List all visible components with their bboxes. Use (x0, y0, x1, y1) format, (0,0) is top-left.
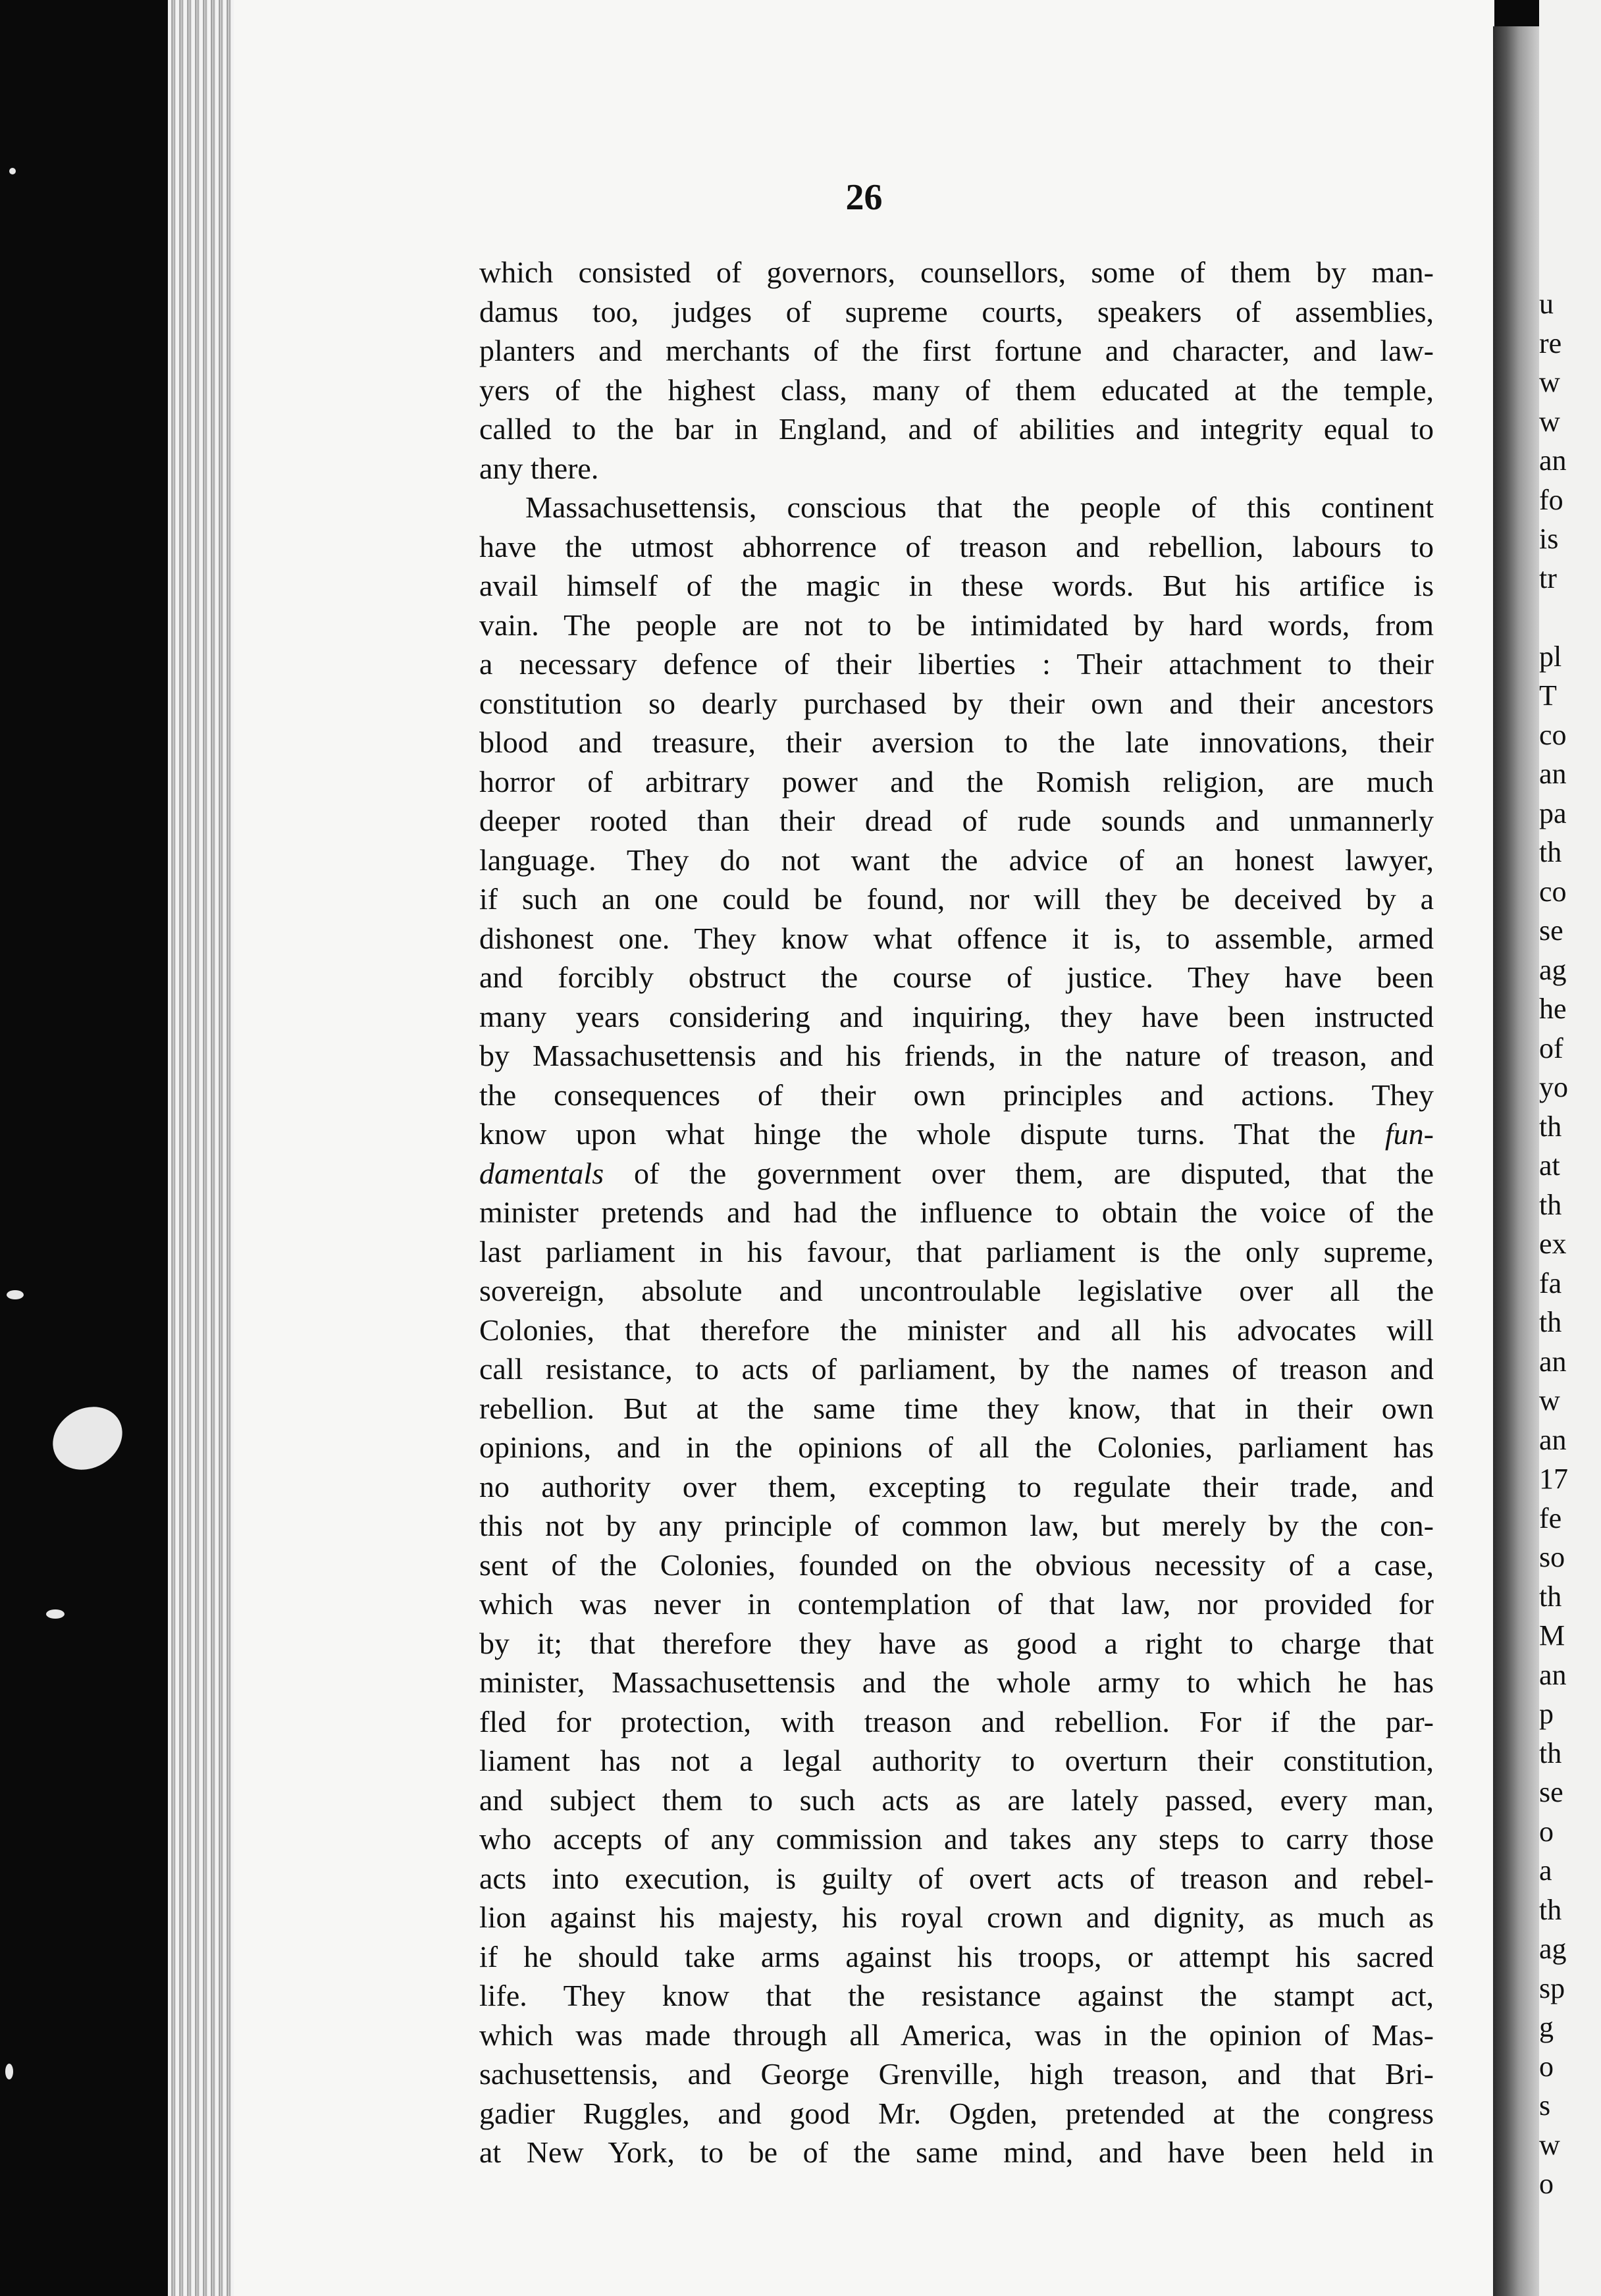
margin-speck (46, 1609, 65, 1619)
text-line (479, 1232, 1434, 1272)
margin-speck (5, 2064, 13, 2079)
text-line-content: Massachusettensis, conscious that the people of this continent (525, 490, 1434, 524)
text-line-content: call resistance, to acts of parliament, by the names of treason and (479, 1352, 1434, 1386)
text-line-content: vain. The people are not to be intimidated by hard words, from (479, 608, 1434, 642)
text-line (479, 409, 1434, 449)
text-line-content: this not by any principle of common law, but merely by the con- (479, 1509, 1434, 1542)
text-line (479, 253, 1434, 292)
text-line (479, 2133, 1434, 2172)
facing-page-fragment: th (1539, 1736, 1562, 1769)
text-line (479, 1624, 1434, 1663)
facing-page-fragment: th (1539, 1580, 1562, 1613)
facing-page-fragment: an (1539, 758, 1567, 790)
facing-page-fragment: fo (1539, 483, 1563, 516)
facing-page-fragment: re (1539, 326, 1562, 359)
text-line-content: if he should take arms against his troops, or attempt his sacred (479, 1939, 1434, 1973)
text-line-content: sovereign, absolute and uncontroulable legislative over all the (479, 1274, 1434, 1307)
text-line (479, 331, 1434, 371)
text-line-content: avail himself of the magic in these words. But his artifice is (479, 569, 1434, 602)
body-text (479, 253, 1434, 2172)
text-line-content: many years considering and inquiring, they have been instructed (479, 999, 1434, 1033)
text-line-content: at New York, to be of the same mind, and have been held in (479, 2135, 1434, 2169)
text-line (479, 1663, 1434, 1702)
facing-page-fragment: T (1539, 679, 1557, 712)
text-line (479, 1271, 1434, 1311)
page-number: 26 (845, 177, 883, 218)
facing-page-fragment: p (1539, 1698, 1554, 1730)
text-line (479, 1467, 1434, 1507)
text-line (479, 1584, 1434, 1624)
facing-page-fragment: w (1539, 405, 1560, 438)
text-line (479, 958, 1434, 997)
text-line-content: yers of the highest class, many of them educated at the temple, (479, 373, 1434, 407)
text-line-content: rebellion. But at the same time they know, that in their own (479, 1391, 1434, 1425)
facing-page-fragment: tr (1539, 561, 1557, 594)
facing-page-fragment: th (1539, 1893, 1562, 1926)
facing-page-fragment: th (1539, 836, 1562, 868)
text-line-content: minister, Massachusettensis and the whole army to which he has (479, 1665, 1434, 1699)
text-line-content: deeper rooted than their dread of rude sounds and unmannerly (479, 804, 1434, 837)
text-line-content: by it; that therefore they have as good a right to charge that (479, 1626, 1434, 1660)
facing-page-fragment: s (1539, 2089, 1551, 2122)
margin-speck (7, 1290, 24, 1299)
text-line (479, 1546, 1434, 1585)
text-line (479, 684, 1434, 723)
text-line-content: liament has not a legal authority to overturn their constitution, (479, 1744, 1434, 1777)
text-line (479, 723, 1434, 762)
facing-page-fragment: se (1539, 1776, 1563, 1808)
text-line (479, 606, 1434, 645)
facing-page-fragment: fe (1539, 1501, 1562, 1534)
facing-page-fragment: pl (1539, 640, 1562, 673)
text-line (479, 997, 1434, 1037)
text-line (479, 449, 1434, 488)
text-line (479, 2094, 1434, 2133)
facing-page-fragment: yo (1539, 1071, 1568, 1103)
text-line-content: gadier Ruggles, and good Mr. Ogden, pretended at the congress (479, 2096, 1434, 2130)
facing-page-fragment: an (1539, 1658, 1567, 1691)
text-line (479, 841, 1434, 880)
facing-page-fragment: an (1539, 1423, 1567, 1456)
text-line (479, 371, 1434, 410)
facing-page-fragment: th (1539, 1188, 1562, 1221)
facing-page-fragment: o (1539, 2168, 1554, 2200)
text-line (479, 1859, 1434, 1898)
text-line (479, 1154, 1434, 1193)
text-line-content: sent of the Colonies, founded on the obvious necessity of a case, (479, 1548, 1434, 1582)
text-line (479, 566, 1434, 606)
text-line (479, 2054, 1434, 2094)
facing-page-fragment: w (1539, 1384, 1560, 1417)
text-line (479, 1937, 1434, 1977)
text-line (479, 1389, 1434, 1428)
text-line (479, 1311, 1434, 1350)
facing-page-fragment: ag (1539, 953, 1567, 986)
text-line-content: acts into execution, is guilty of overt acts of treason and rebel- (479, 1861, 1434, 1895)
text-line-content: blood and treasure, their aversion to the late innovations, their (479, 725, 1434, 759)
italic-word: fun- (1384, 1117, 1434, 1151)
facing-page-fragment: se (1539, 914, 1563, 947)
text-line-content: Colonies, that therefore the minister and all his advocates will (479, 1313, 1434, 1347)
facing-page-fragment: th (1539, 1306, 1562, 1338)
facing-page-fragment: g (1539, 2011, 1554, 2043)
facing-page-fragment: o (1539, 2050, 1554, 2083)
left-page-edges (168, 0, 240, 2296)
facing-page-fragment: 17 (1539, 1463, 1568, 1495)
text-line-content: no authority over them, excepting to regulate their trade, and (479, 1469, 1434, 1503)
facing-page-fragment: w (1539, 2128, 1560, 2161)
italic-word: damentals (479, 1156, 604, 1190)
facing-page-fragment: u (1539, 288, 1554, 320)
text-line-content: a necessary defence of their liberties : Their attachment to their (479, 647, 1434, 681)
text-line (479, 1741, 1434, 1781)
margin-speck (41, 1395, 134, 1482)
facing-page-fragment: o (1539, 1815, 1554, 1848)
facing-page-fragment: an (1539, 444, 1567, 477)
text-line (479, 488, 1434, 527)
text-line-content: planters and merchants of the first fortune and character, and law- (479, 334, 1434, 367)
text-line-content: and forcibly obstruct the course of justice. They have been (479, 960, 1434, 994)
facing-page-fragment: co (1539, 718, 1567, 751)
text-line (479, 1781, 1434, 1820)
text-line (479, 1076, 1434, 1115)
text-line (479, 292, 1434, 332)
text-line (479, 1114, 1434, 1154)
text-line-content: know upon what hinge the whole dispute turns. That the (479, 1117, 1356, 1151)
text-line (479, 1036, 1434, 1076)
text-line-content: damus too, judges of supreme courts, speakers of assemblies, (479, 294, 1434, 328)
facing-page-fragment: an (1539, 1345, 1567, 1378)
text-line-content: if such an one could be found, nor will they be deceived by a (479, 882, 1434, 916)
text-line (479, 919, 1434, 958)
text-line-content: life. They know that the resistance against the stampt act, (479, 1979, 1434, 2012)
facing-page-fragment: sp (1539, 1971, 1565, 2004)
facing-page-fragment: pa (1539, 796, 1567, 829)
text-line-content: sachusettensis, and George Grenville, high treason, and that Bri- (479, 2057, 1434, 2091)
text-line (479, 1506, 1434, 1546)
text-line-content: the consequences of their own principles and actions. They (479, 1078, 1434, 1112)
text-line-content: last parliament in his favour, that parliament is the only supreme, (479, 1234, 1434, 1268)
gutter-shadow (1493, 26, 1539, 2296)
text-line-content: lion against his majesty, his royal crown and dignity, as much as (479, 1900, 1434, 1934)
facing-page-fragment: th (1539, 1110, 1562, 1143)
text-line-content: fled for protection, with treason and rebellion. For if the par- (479, 1704, 1434, 1738)
text-line (479, 1428, 1434, 1467)
facing-page-fragment: ex (1539, 1228, 1567, 1260)
text-line (479, 1819, 1434, 1859)
text-line-content: minister pretends and had the influence to obtain the voice of the (479, 1195, 1434, 1229)
text-line-content: dishonest one. They know what offence it is, to assemble, armed (479, 921, 1434, 955)
facing-page-fragment: fa (1539, 1266, 1562, 1299)
facing-page (1539, 0, 1601, 2296)
facing-page-fragment: co (1539, 875, 1567, 908)
text-line-content: which was made through all America, was in the opinion of Mas- (479, 2018, 1434, 2052)
text-line-content: and subject them to such acts as are lately passed, every man, (479, 1783, 1434, 1817)
text-line (479, 879, 1434, 919)
text-line (479, 1702, 1434, 1742)
facing-page-fragment: ag (1539, 1933, 1567, 1965)
text-line (479, 2016, 1434, 2055)
text-line-content: called to the bar in England, and of abilities and integrity equal to (479, 412, 1434, 446)
text-line (479, 527, 1434, 567)
text-line (479, 1976, 1434, 2016)
text-line (479, 801, 1434, 841)
text-line-content: horror of arbitrary power and the Romish religion, are much (479, 764, 1434, 798)
margin-speck (9, 168, 16, 174)
text-line (479, 644, 1434, 684)
facing-page-fragment: so (1539, 1541, 1565, 1573)
text-line-content: who accepts of any commission and takes any steps to carry those (479, 1822, 1434, 1856)
facing-page-fragment: of (1539, 1031, 1563, 1064)
facing-page-fragment: w (1539, 366, 1560, 398)
text-line (479, 762, 1434, 802)
facing-page-fragment: a (1539, 1854, 1552, 1887)
facing-page-fragment: at (1539, 1149, 1560, 1182)
text-line-content: opinions, and in the opinions of all the Colonies, parliament has (479, 1430, 1434, 1464)
text-line (479, 1898, 1434, 1937)
text-line-content: language. They do not want the advice of an honest lawyer, (479, 843, 1434, 877)
text-line (479, 1349, 1434, 1389)
facing-page-fragment: M (1539, 1619, 1565, 1652)
text-line (479, 1193, 1434, 1232)
text-line-content: which consisted of governors, counsellors, some of them by man- (479, 255, 1434, 289)
facing-page-fragment: he (1539, 993, 1567, 1025)
text-line-content: any there. (479, 451, 599, 485)
text-line-content: by Massachusettensis and his friends, in the nature of treason, and (479, 1039, 1434, 1072)
text-line-content: constitution so dearly purchased by their own and their ancestors (479, 686, 1434, 720)
facing-page-fragment: is (1539, 523, 1559, 555)
text-line-content: which was never in contemplation of that law, nor provided for (479, 1587, 1434, 1621)
text-line-content: of the government over them, are disputed, that the (633, 1156, 1434, 1190)
text-line-content: have the utmost abhorrence of treason and rebellion, labours to (479, 529, 1434, 563)
